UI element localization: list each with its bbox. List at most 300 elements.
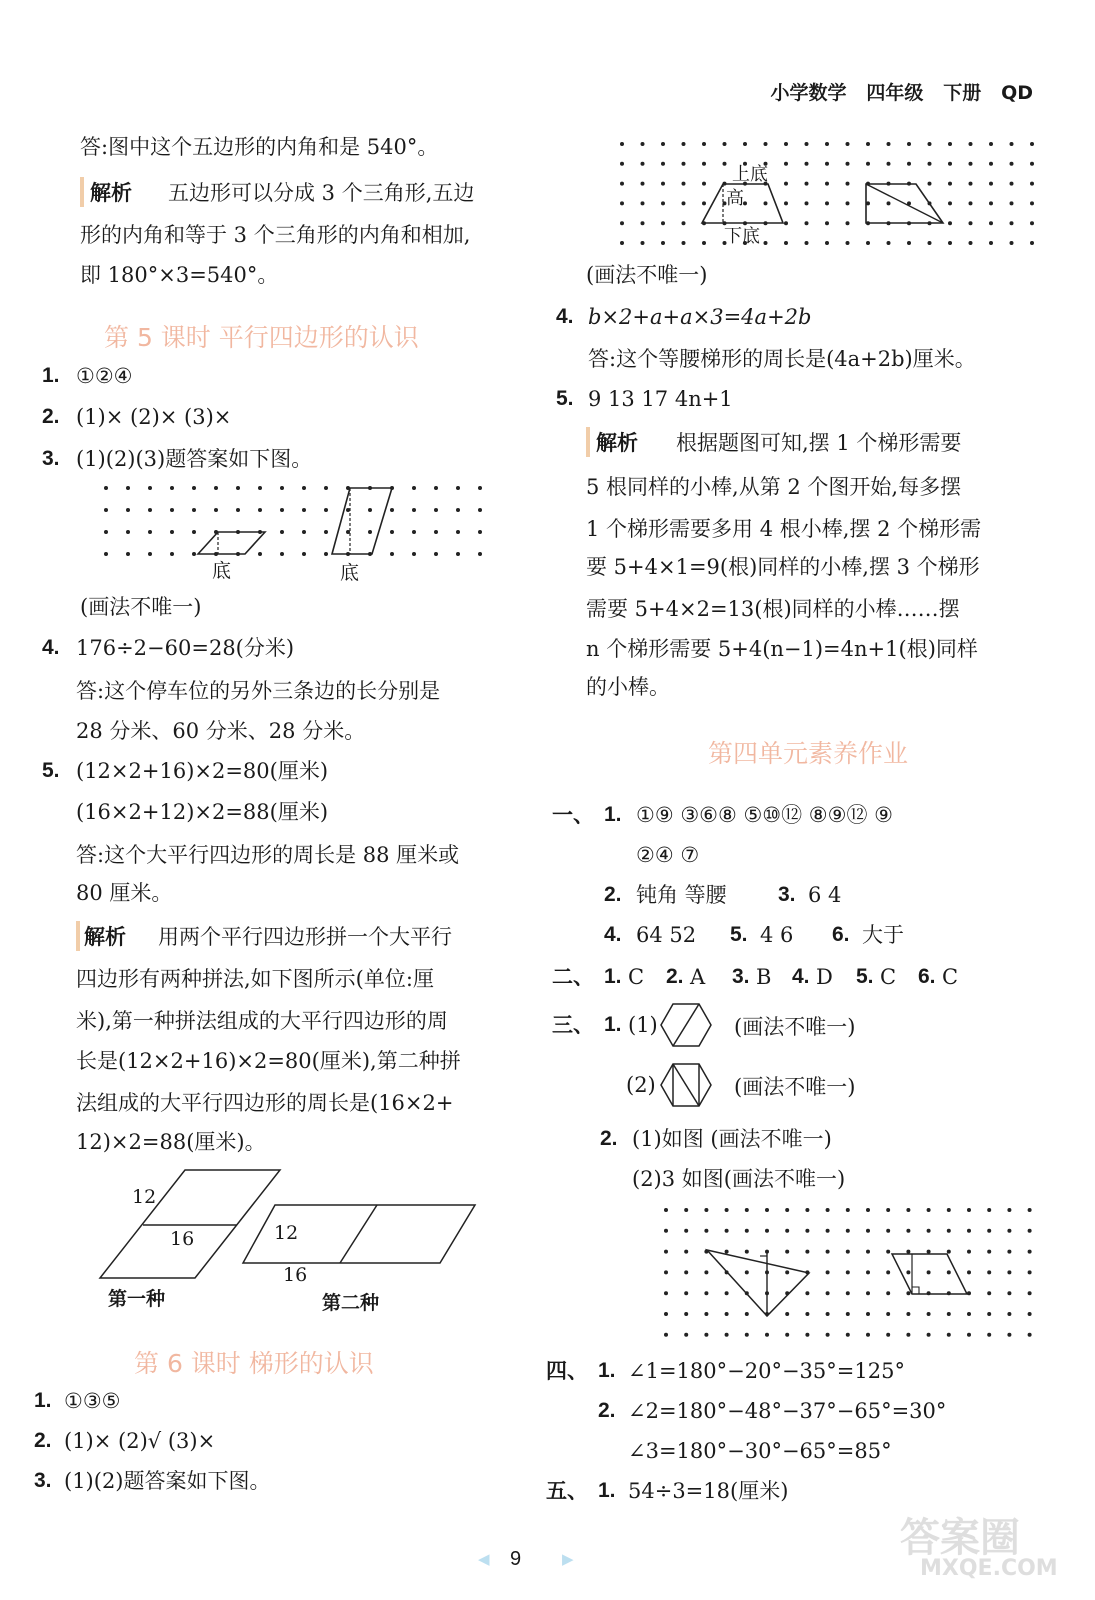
grid-dot: [745, 1270, 749, 1274]
question-number: 3.: [732, 965, 750, 988]
grid-dot: [846, 142, 850, 146]
answer-text: 答:这个大平行四边形的周长是 88 厘米或: [76, 843, 460, 867]
grid-dot: [1030, 241, 1034, 245]
grid-dot: [126, 508, 130, 512]
analysis-marker: [586, 427, 590, 457]
grid-dot: [434, 486, 438, 490]
grid-dot: [743, 142, 747, 146]
grid-dot: [987, 1250, 991, 1254]
answer-text: 4 6: [760, 923, 794, 947]
base-label: 底: [212, 560, 232, 582]
question-number: 2.: [604, 883, 622, 906]
analysis-text: 形的内角和等于 3 个三角形的内角和相加,: [80, 223, 471, 247]
grid-dot: [412, 486, 416, 490]
grid-dot: [784, 241, 788, 245]
grid-dot: [745, 1208, 749, 1212]
grid-dot: [664, 1312, 668, 1316]
answer-text: D: [816, 965, 833, 989]
grid-dot: [947, 1208, 951, 1212]
grid-dot: [887, 162, 891, 166]
analysis-text: n 个梯形需要 5+4(n−1)=4n+1(根)同样: [586, 637, 978, 661]
grid-dot: [148, 552, 152, 556]
grid-dot: [987, 1208, 991, 1212]
answer-text: 钝角 等腰: [636, 883, 727, 907]
next-page-icon[interactable]: ▶: [562, 1550, 574, 1568]
grid-dot: [886, 1250, 890, 1254]
grid-dot: [1007, 1208, 1011, 1212]
grid-dot: [866, 1270, 870, 1274]
grid-dot: [258, 486, 262, 490]
grid-dot: [805, 221, 809, 225]
grid-dot: [1010, 221, 1014, 225]
grid-dot: [784, 182, 788, 186]
answer-text: A: [690, 965, 706, 989]
grid-dot: [805, 1229, 809, 1233]
analysis-text: 5 根同样的小棒,从第 2 个图开始,每多摆: [586, 475, 962, 499]
grid-dot: [620, 221, 624, 225]
grid-dot: [947, 1312, 951, 1316]
parallelogram-shape: [198, 532, 265, 554]
grid-dot: [192, 552, 196, 556]
question-number: 5.: [42, 759, 60, 782]
grid-dot: [969, 162, 973, 166]
figure-caption: 第一种: [108, 1288, 166, 1310]
grid-dot: [702, 201, 706, 205]
grid-dot: [1030, 201, 1034, 205]
grid-dot: [987, 1270, 991, 1274]
grid-dot: [214, 486, 218, 490]
grid-dot: [745, 1312, 749, 1316]
grid-dot: [684, 1229, 688, 1233]
question-number: 4.: [556, 305, 574, 328]
grid-dot: [784, 162, 788, 166]
grid-dot: [826, 1208, 830, 1212]
grid-dot: [1030, 162, 1034, 166]
answer-text: ∠2=180°−48°−37°−65°=30°: [628, 1399, 947, 1423]
grid-dot: [641, 182, 645, 186]
grid-dot: [684, 1312, 688, 1316]
dot-grid-figure-parallelograms: [100, 482, 495, 567]
grid-dot: [969, 241, 973, 245]
analysis-text: 12)×2=88(厘米)。: [76, 1130, 266, 1154]
question-number: 4.: [792, 965, 810, 988]
grid-dot: [620, 142, 624, 146]
grid-dot: [886, 1270, 890, 1274]
grid-dot: [104, 552, 108, 556]
hexagon-answer-2: [660, 1062, 712, 1108]
grid-dot: [412, 552, 416, 556]
grid-dot: [1007, 1270, 1011, 1274]
dimension-label: 12: [274, 1222, 299, 1244]
grid-dot: [661, 142, 665, 146]
grid-dot: [302, 552, 306, 556]
grid-dot: [258, 508, 262, 512]
grid-dot: [684, 1291, 688, 1295]
grid-dot: [745, 1229, 749, 1233]
part-number: 一、: [552, 803, 594, 827]
answer-text: 54÷3=18(厘米): [628, 1479, 789, 1503]
grid-dot: [866, 1312, 870, 1316]
dot-grid: [664, 1208, 1032, 1337]
analysis-text: 长是(12×2+16)×2=80(厘米),第二种拼: [76, 1049, 461, 1073]
page-header: [770, 78, 1033, 105]
grid-dot: [805, 241, 809, 245]
grid-dot: [702, 182, 706, 186]
grid-dot: [1030, 221, 1034, 225]
grid-dot: [989, 162, 993, 166]
grid-dot: [456, 530, 460, 534]
grid-dot: [989, 201, 993, 205]
grid-dot: [641, 201, 645, 205]
grid-dot: [148, 530, 152, 534]
grid-dot: [641, 142, 645, 146]
grid-dot: [1028, 1229, 1032, 1233]
grid-dot: [661, 241, 665, 245]
grid-dot: [947, 1333, 951, 1337]
grid-dot: [664, 1270, 668, 1274]
question-number: 5.: [556, 387, 574, 410]
grid-dot: [887, 201, 891, 205]
answer-text: (12×2+16)×2=80(厘米): [76, 759, 329, 783]
grid-dot: [805, 201, 809, 205]
grid-dot: [886, 1333, 890, 1337]
grid-dot: [784, 201, 788, 205]
grid-dot: [765, 1208, 769, 1212]
grid-dot: [456, 486, 460, 490]
grid-dot: [826, 1291, 830, 1295]
grid-dot: [390, 508, 394, 512]
sub-question-label: (1): [628, 1013, 658, 1037]
grid-dot: [725, 1312, 729, 1316]
dimension-label: 16: [283, 1264, 308, 1286]
grid-dot: [784, 142, 788, 146]
base-label: 底: [340, 562, 360, 584]
grid-dot: [170, 486, 174, 490]
grid-dot: [764, 201, 768, 205]
answer-text: (1)(2)题答案如下图。: [64, 1469, 271, 1493]
answer-text: C: [942, 965, 959, 989]
grid-dot: [620, 182, 624, 186]
dot-grid-figure-construction: [662, 1204, 1030, 1340]
grid-dot: [846, 1333, 850, 1337]
grid-dot: [967, 1270, 971, 1274]
grid-dot: [1028, 1270, 1032, 1274]
header-subject: 小学数学: [770, 82, 847, 104]
answer-text: (1)× (2)√ (3)×: [64, 1429, 216, 1453]
grid-dot: [280, 486, 284, 490]
grid-dot: [866, 1250, 870, 1254]
grid-dot: [664, 1291, 668, 1295]
grid-dot: [969, 142, 973, 146]
question-number: 3.: [34, 1469, 52, 1492]
grid-dot: [846, 182, 850, 186]
section-title-unit4: 第四单元素养作业: [708, 739, 909, 768]
analysis-marker: [76, 921, 80, 951]
grid-dot: [641, 221, 645, 225]
grid-dot: [412, 530, 416, 534]
grid-dot: [324, 486, 328, 490]
grid-dot: [886, 1208, 890, 1212]
grid-dot: [702, 241, 706, 245]
answer-text: 6 4: [808, 883, 842, 907]
grid-dot: [825, 221, 829, 225]
question-number: 1.: [598, 1479, 616, 1502]
grid-dot: [704, 1291, 708, 1295]
grid-dot: [927, 1250, 931, 1254]
grid-dot: [987, 1333, 991, 1337]
grid-dot: [1030, 142, 1034, 146]
grid-dot: [104, 508, 108, 512]
grid-dot: [478, 508, 482, 512]
grid-dot: [825, 162, 829, 166]
grid-dot: [846, 221, 850, 225]
grid-dot: [785, 1312, 789, 1316]
grid-dot: [664, 1250, 668, 1254]
grid-dot: [1007, 1333, 1011, 1337]
grid-dot: [324, 530, 328, 534]
analysis-text: 需要 5+4×2=13(根)同样的小棒……摆: [586, 597, 960, 621]
grid-dot: [846, 1312, 850, 1316]
grid-dot: [280, 508, 284, 512]
grid-dot: [906, 1208, 910, 1212]
analysis-text: 四边形有两种拼法,如下图所示(单位:厘: [76, 967, 434, 991]
grid-dot: [641, 241, 645, 245]
grid-dot: [725, 1333, 729, 1337]
section-title-lesson5: 第 5 课时 平行四边形的认识: [104, 323, 419, 352]
grid-dot: [126, 552, 130, 556]
question-number: 3.: [42, 447, 60, 470]
figure-caption: 第二种: [322, 1292, 380, 1314]
answer-text: 28 分米、60 分米、28 分米。: [76, 719, 366, 743]
answer-text: ①②④: [76, 364, 133, 388]
analysis-text: 根据题图可知,摆 1 个梯形需要: [676, 431, 962, 455]
grid-dot: [866, 1333, 870, 1337]
grid-dot: [684, 1270, 688, 1274]
analysis-text: 米),第一种拼法组成的大平行四边形的周: [76, 1009, 448, 1033]
analysis-marker: [80, 177, 84, 207]
grid-dot: [661, 201, 665, 205]
triangle-shape: [707, 1250, 809, 1316]
grid-dot: [214, 508, 218, 512]
grid-dot: [906, 1333, 910, 1337]
grid-dot: [258, 552, 262, 556]
grid-dot: [456, 508, 460, 512]
note-text: (画法不唯一): [734, 1015, 856, 1039]
prev-page-icon[interactable]: ◀: [478, 1550, 490, 1568]
grid-dot: [390, 552, 394, 556]
grid-dot: [825, 201, 829, 205]
grid-dot: [682, 142, 686, 146]
grid-dot: [928, 182, 932, 186]
grid-dot: [825, 241, 829, 245]
grid-dot: [682, 201, 686, 205]
part-number: 四、: [546, 1359, 588, 1383]
grid-dot: [948, 201, 952, 205]
question-number: 1.: [598, 1359, 616, 1382]
grid-dot: [390, 530, 394, 534]
grid-dot: [126, 486, 130, 490]
dot-grid-figure-trapezoids: [618, 140, 1030, 252]
grid-dot: [664, 1229, 668, 1233]
grid-dot: [765, 1333, 769, 1337]
grid-dot: [1007, 1312, 1011, 1316]
grid-dot: [236, 486, 240, 490]
grid-dot: [702, 142, 706, 146]
grid-dot: [302, 486, 306, 490]
grid-dot: [684, 1250, 688, 1254]
grid-dot: [866, 1291, 870, 1295]
grid-dot: [906, 1250, 910, 1254]
question-number: 2.: [34, 1429, 52, 1452]
grid-dot: [906, 1312, 910, 1316]
grid-dot: [785, 1270, 789, 1274]
analysis-text: 五边形可以分成 3 个三角形,五边: [168, 181, 475, 205]
grid-dot: [192, 530, 196, 534]
answer-text: (2)3 如图(画法不唯一): [632, 1167, 846, 1191]
grid-dot: [684, 1208, 688, 1212]
grid-dot: [969, 221, 973, 225]
grid-dot: [704, 1312, 708, 1316]
question-number: 1.: [604, 1013, 622, 1036]
grid-dot: [846, 1229, 850, 1233]
grid-dot: [907, 142, 911, 146]
question-number: 4.: [42, 636, 60, 659]
grid-dot: [704, 1208, 708, 1212]
grid-dot: [866, 1208, 870, 1212]
grid-dot: [825, 142, 829, 146]
answer-text: 答:这个等腰梯形的周长是(4a+2b)厘米。: [588, 347, 976, 371]
dot-grid: [104, 486, 482, 556]
divider-line: [340, 1205, 377, 1263]
grid-dot: [805, 1333, 809, 1337]
grid-dot: [846, 162, 850, 166]
grid-dot: [1010, 182, 1014, 186]
grid-dot: [947, 1250, 951, 1254]
grid-dot: [1028, 1312, 1032, 1316]
grid-dot: [170, 552, 174, 556]
grid-dot: [805, 1208, 809, 1212]
grid-dot: [725, 1229, 729, 1233]
analysis-tag: 解析: [84, 925, 126, 949]
part-number: 五、: [546, 1479, 588, 1503]
parallelogram-shape: [332, 488, 392, 554]
grid-dot: [368, 530, 372, 534]
grid-dot: [324, 552, 328, 556]
grid-dot: [927, 1333, 931, 1337]
grid-dot: [846, 201, 850, 205]
grid-dot: [456, 552, 460, 556]
question-number: 1.: [604, 965, 622, 988]
grid-dot: [886, 1291, 890, 1295]
answer-text: C: [628, 965, 645, 989]
grid-dot: [745, 1333, 749, 1337]
question-number: 1.: [34, 1389, 52, 1412]
grid-dot: [947, 1270, 951, 1274]
grid-dot: [846, 241, 850, 245]
grid-dot: [170, 508, 174, 512]
question-number: 1.: [42, 364, 60, 387]
grid-dot: [302, 530, 306, 534]
grid-dot: [478, 486, 482, 490]
grid-dot: [148, 486, 152, 490]
grid-dot: [280, 530, 284, 534]
question-number: 1.: [604, 803, 622, 826]
grid-dot: [989, 241, 993, 245]
grid-dot: [723, 142, 727, 146]
grid-dot: [641, 162, 645, 166]
grid-dot: [620, 201, 624, 205]
grid-dot: [967, 1312, 971, 1316]
grid-dot: [805, 162, 809, 166]
grid-dot: [764, 241, 768, 245]
answer-text: C: [880, 965, 897, 989]
analysis-text: 要 5+4×1=9(根)同样的小棒,摆 3 个梯形: [586, 555, 980, 579]
answer-text: 176÷2−60=28(分米): [76, 636, 295, 660]
grid-dot: [846, 1270, 850, 1274]
question-number: 5.: [856, 965, 874, 988]
parallelogram-method-1: [100, 1170, 280, 1278]
grid-dot: [723, 162, 727, 166]
grid-dot: [785, 1229, 789, 1233]
answer-text: 80 厘米。: [76, 881, 173, 905]
answer-text: 64 52: [636, 923, 697, 947]
grid-dot: [826, 1270, 830, 1274]
hexagon-answer-1: [660, 1002, 712, 1048]
grid-dot: [967, 1333, 971, 1337]
grid-dot: [1028, 1208, 1032, 1212]
question-number: 2.: [600, 1127, 618, 1150]
grid-dot: [846, 1208, 850, 1212]
grid-dot: [826, 1250, 830, 1254]
grid-dot: [725, 1208, 729, 1212]
grid-dot: [104, 486, 108, 490]
answer-text: 答:这个停车位的另外三条边的长分别是: [76, 679, 441, 703]
watermark-site: MXQE.COM: [920, 1556, 1058, 1581]
grid-dot: [969, 201, 973, 205]
note-text: (画法不唯一): [734, 1075, 856, 1099]
grid-dot: [478, 530, 482, 534]
grid-dot: [866, 241, 870, 245]
analysis-text: 1 个梯形需要多用 4 根小棒,摆 2 个梯形需: [586, 517, 982, 541]
grid-dot: [846, 1291, 850, 1295]
grid-dot: [987, 1229, 991, 1233]
question-number: 2.: [666, 965, 684, 988]
note-text: (画法不唯一): [586, 263, 708, 287]
grid-dot: [682, 221, 686, 225]
grid-dot: [1010, 162, 1014, 166]
grid-dot: [987, 1312, 991, 1316]
grid-dot: [620, 241, 624, 245]
question-number: 2.: [42, 405, 60, 428]
grid-dot: [682, 241, 686, 245]
grid-dot: [192, 486, 196, 490]
grid-dot: [661, 162, 665, 166]
question-number: 3.: [778, 883, 796, 906]
question-number: 4.: [604, 923, 622, 946]
grid-dot: [1028, 1291, 1032, 1295]
grid-dot: [846, 1250, 850, 1254]
answer-text: (1)(2)(3)题答案如下图。: [76, 447, 313, 471]
grid-dot: [126, 530, 130, 534]
grid-dot: [478, 552, 482, 556]
grid-dot: [928, 162, 932, 166]
question-number: 5.: [730, 923, 748, 946]
grid-dot: [928, 142, 932, 146]
answer-text: (1)如图 (画法不唯一): [632, 1127, 832, 1151]
grid-dot: [907, 241, 911, 245]
answer-text: b×2+a+a×3=4a+2b: [588, 305, 812, 329]
grid-dot: [765, 1229, 769, 1233]
